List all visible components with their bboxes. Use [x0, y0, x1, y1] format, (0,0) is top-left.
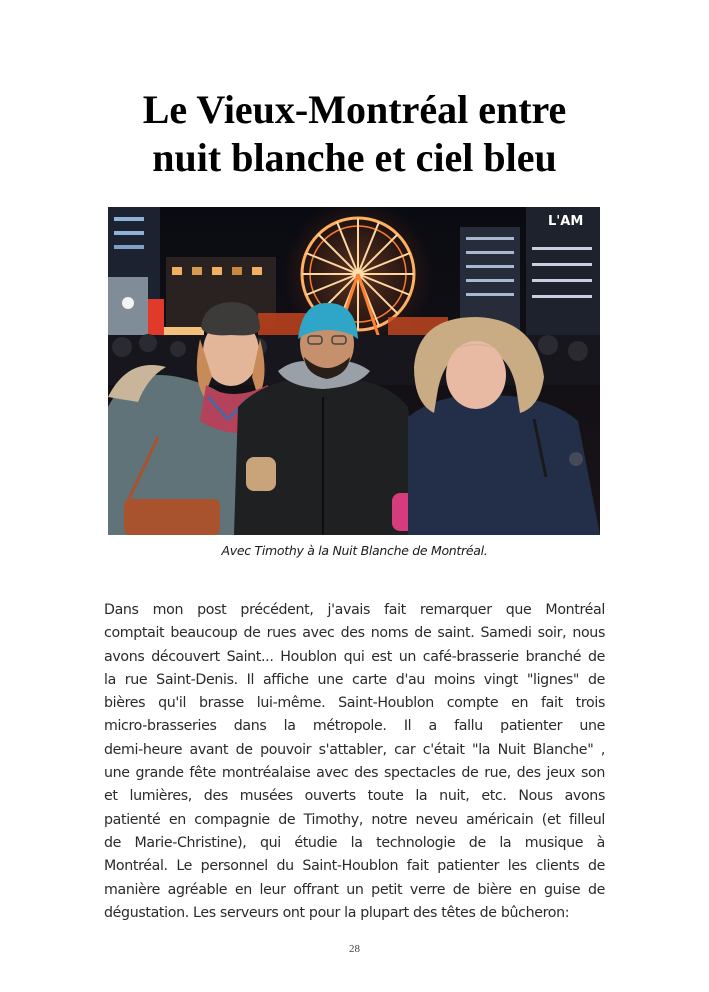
body-line: manière agréable en leur offrant un petit verre de bière en guise de [104, 881, 605, 898]
body-line: comptait beaucoup de rues avec des noms de saint. Samedi soir, nous [104, 625, 605, 642]
body-line: patienté en compagnie de Timothy, notre neveu américain (et filleul [104, 811, 605, 828]
body-line: Dans mon post précédent, j'avais fait remarquer que Montréal [104, 602, 605, 618]
photo [108, 207, 600, 535]
title-line-1: Le Vieux-Montréal entre [142, 87, 567, 132]
body-line: dégustation. Les serveurs ont pour la plupart des têtes de bûcheron: [104, 904, 570, 921]
body-line: de Marie-Christine), qui étudie la technologie de la musique à [104, 834, 605, 851]
body-line: avons découvert Saint... Houblon qui est un café-brasserie branché de [104, 648, 605, 665]
page-title [0, 86, 709, 182]
body-line: demi-heure avant de pouvoir s'attabler, car c'était "la Nuit Blanche" , [104, 741, 605, 758]
body-line: bières qu'il brasse lui-même. Saint-Houblon compte en fait trois [104, 695, 605, 712]
article-body [104, 599, 605, 925]
body-line: Montréal. Le personnel du Saint-Houblon fait patienter les clients de [104, 858, 605, 875]
photo-caption: Avec Timothy à la Nuit Blanche de Montréal. [221, 543, 488, 558]
body-line: une grande fête montréalaise avec des spectacles de rue, des jeux son [104, 765, 605, 782]
title-line-2: nuit blanche et ciel bleu [152, 135, 557, 180]
body-line: et lumières, des musées ouverts toute la nuit, etc. Nous avons [104, 788, 605, 805]
page-number: 28 [349, 943, 360, 955]
body-line: micro-brasseries dans la métropole. Il a fallu patienter une [104, 718, 605, 735]
body-line: la rue Saint-Denis. Il affiche une carte d'au moins vingt "lignes" de [104, 671, 605, 688]
sign-text: L'AM [548, 214, 584, 229]
